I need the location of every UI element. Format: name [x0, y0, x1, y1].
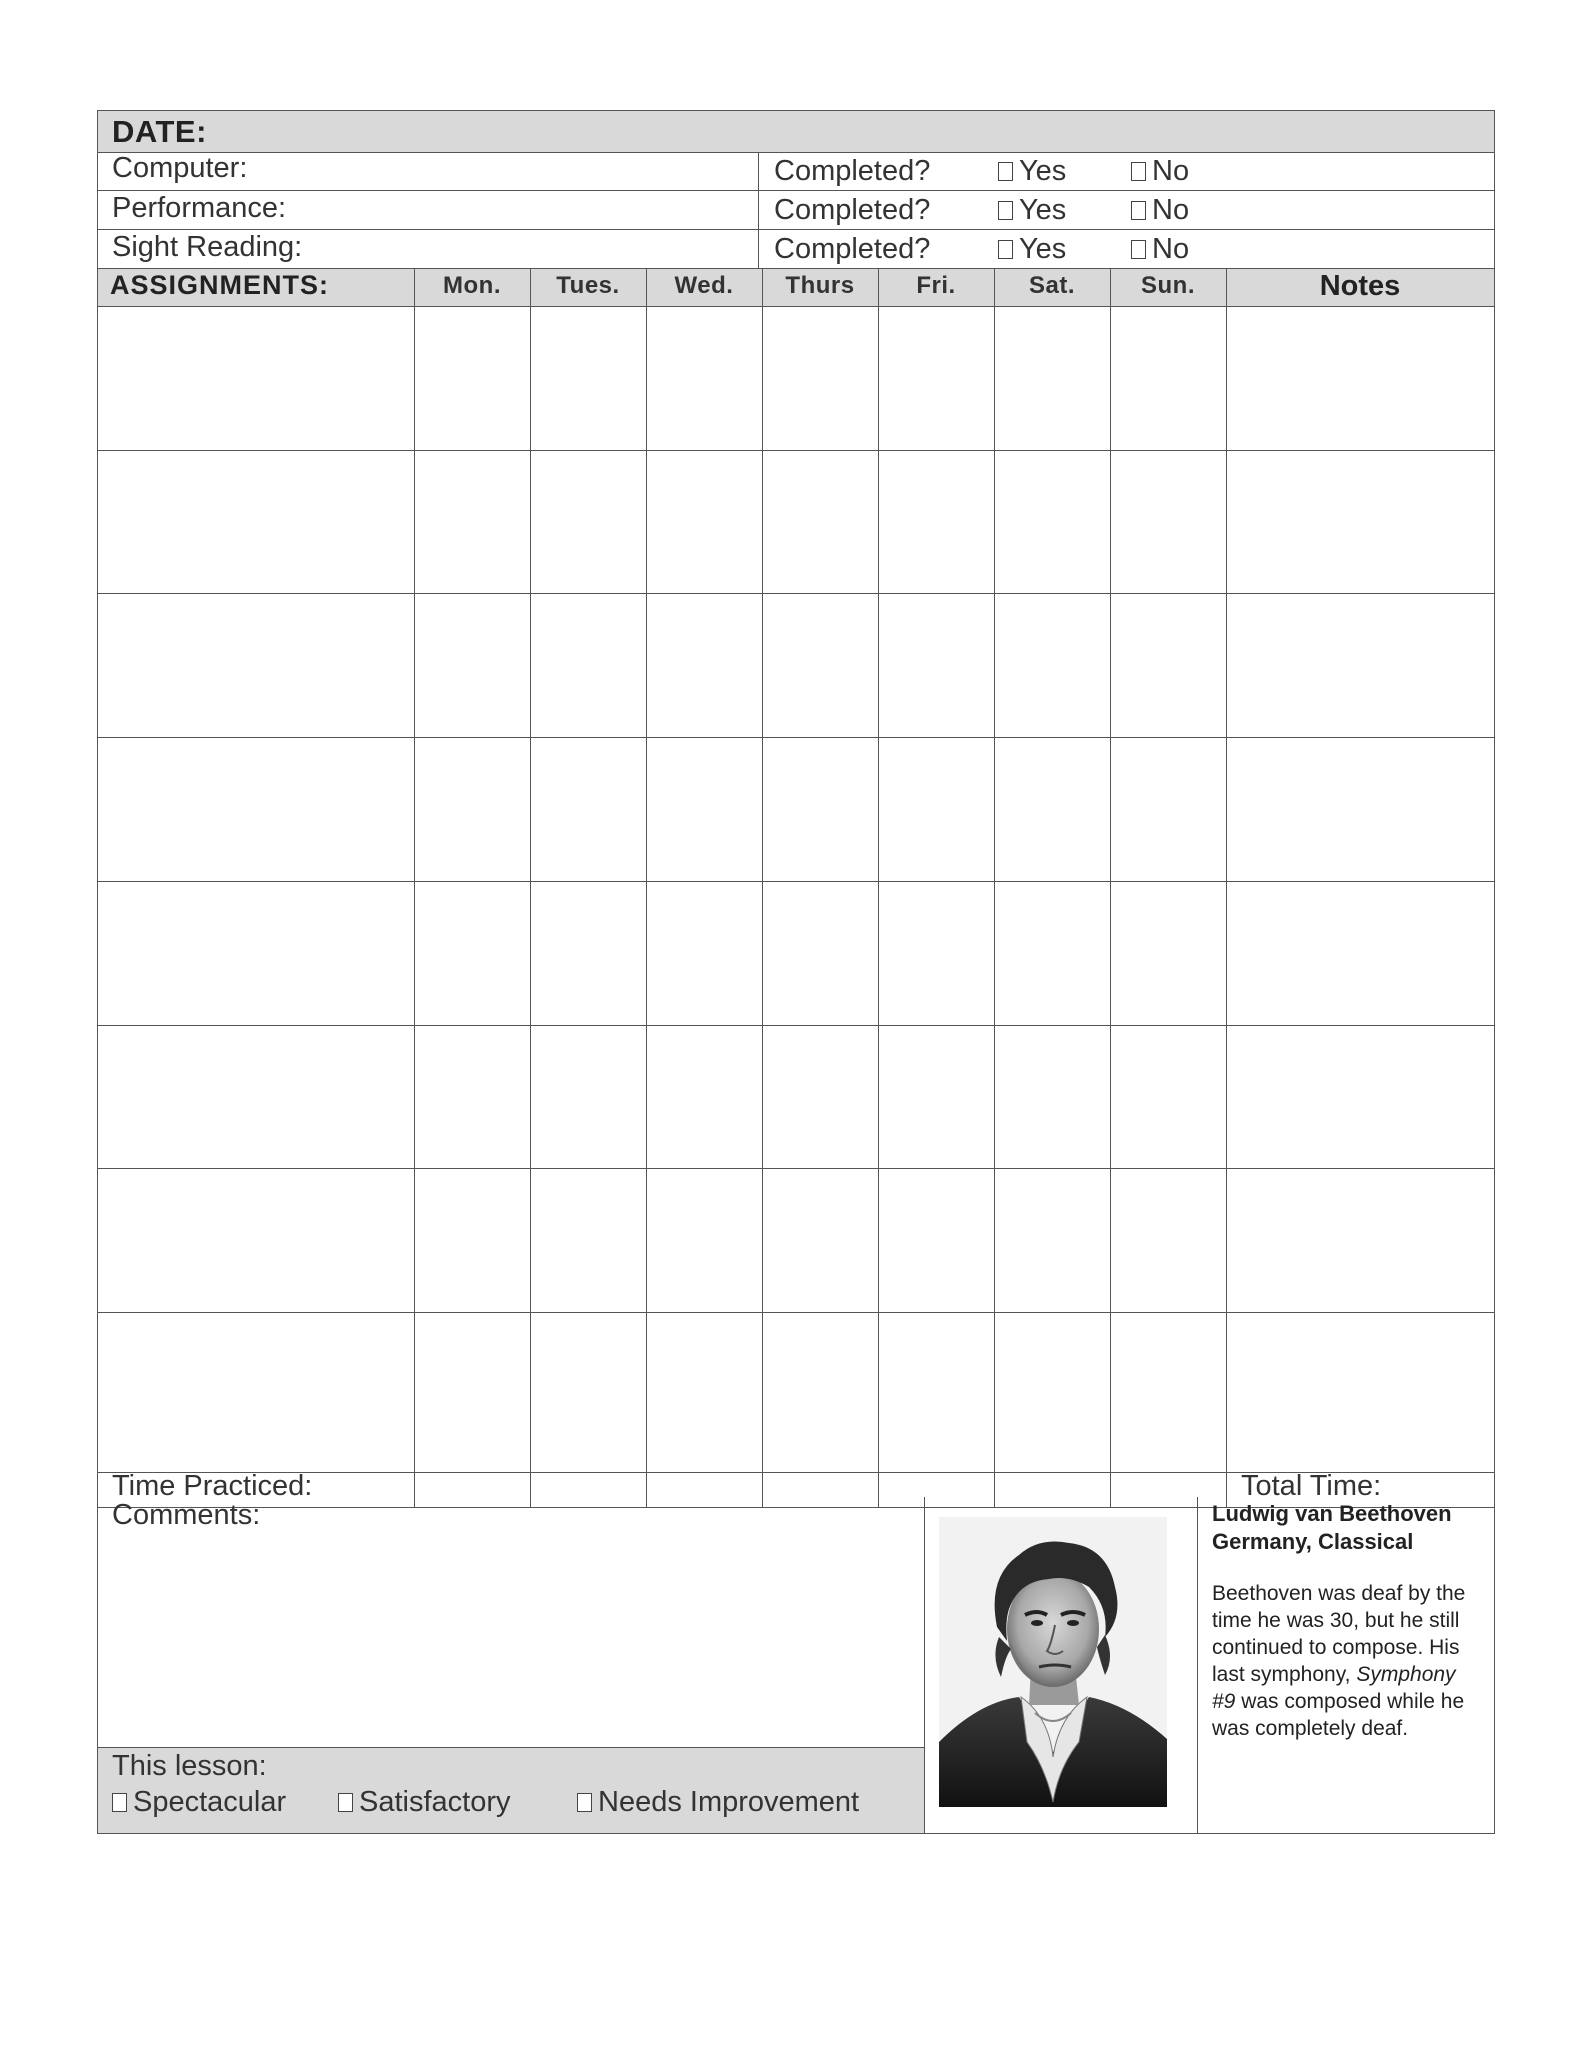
yes-label: Yes: [1019, 233, 1067, 265]
comments-entry-area[interactable]: [98, 1497, 924, 1747]
no-label: No: [1152, 194, 1190, 226]
spectacular-checkbox[interactable]: [112, 1786, 286, 1819]
no-label: No: [1152, 233, 1190, 265]
checkbox-icon: [998, 162, 1013, 181]
completed-label: Completed?: [774, 155, 931, 187]
assignment-entry-area[interactable]: [98, 306, 414, 1472]
checkbox-icon: [338, 1793, 353, 1812]
checkbox-icon: [112, 1793, 127, 1812]
day-header-wed: Wed.: [674, 272, 734, 299]
completed-label: Completed?: [774, 233, 931, 265]
yes-checkbox-sight-reading[interactable]: [998, 233, 1066, 266]
symphony-title: Symphony #9: [1212, 1663, 1456, 1713]
day-header-fri: Fri.: [916, 272, 956, 299]
spectacular-label: Spectacular: [133, 1786, 287, 1818]
this-lesson-label: This lesson:: [112, 1750, 267, 1782]
composer-heading: [1212, 1500, 1452, 1556]
task-label-performance: Performance:: [112, 192, 287, 224]
satisfactory-label: Satisfactory: [359, 1786, 511, 1818]
comments-label: Comments:: [112, 1499, 261, 1531]
task-label-sight-reading: Sight Reading:: [112, 231, 303, 263]
composer-origin: Germany, Classical: [1212, 1529, 1414, 1554]
composer-name: Ludwig van Beethoven: [1212, 1501, 1452, 1526]
time-practiced-label: Time Practiced:: [112, 1470, 313, 1502]
composer-fact-text: Beethoven was deaf by the time he was 30, but he still continued to compose. His last symphony,: [1212, 1582, 1466, 1686]
task-label-computer: Computer:: [112, 152, 248, 184]
day-header-sat: Sat.: [1028, 272, 1075, 299]
no-label: No: [1152, 155, 1190, 187]
day-header-sun: Sun.: [1141, 272, 1195, 299]
day-header-mon: Mon.: [443, 272, 501, 299]
composer-fact: [1212, 1580, 1482, 1742]
yes-checkbox-computer[interactable]: [998, 155, 1066, 188]
checkbox-icon: [998, 201, 1013, 220]
composer-fact-text-end: was composed while he was completely deaf.: [1212, 1690, 1465, 1740]
lesson-rating-box: [98, 1747, 924, 1833]
checkbox-icon: [577, 1793, 592, 1812]
checkbox-icon: [1131, 162, 1146, 181]
composer-portrait-image: [939, 1517, 1167, 1807]
completed-label: Completed?: [774, 194, 931, 226]
needs-improvement-checkbox[interactable]: [577, 1786, 859, 1819]
yes-label: Yes: [1019, 155, 1067, 187]
checkbox-icon: [1131, 201, 1146, 220]
task-rows: [97, 152, 1495, 268]
checkbox-icon: [1131, 240, 1146, 259]
assignments-title: ASSIGNMENTS:: [110, 270, 330, 300]
date-label: DATE:: [112, 114, 207, 149]
notes-entry-area[interactable]: [1226, 306, 1494, 1472]
date-row: [97, 110, 1495, 153]
satisfactory-checkbox[interactable]: [338, 1786, 511, 1819]
assignments-grid: [97, 268, 1495, 1508]
checkbox-icon: [998, 240, 1013, 259]
yes-label: Yes: [1019, 194, 1067, 226]
needs-improvement-label: Needs Improvement: [598, 1786, 860, 1818]
no-checkbox-computer[interactable]: [1131, 155, 1189, 188]
notes-header: Notes: [1319, 270, 1401, 302]
no-checkbox-sight-reading[interactable]: [1131, 233, 1189, 266]
day-header-thurs: Thurs: [785, 272, 855, 299]
total-time-label: Total Time:: [1241, 1470, 1382, 1502]
no-checkbox-performance[interactable]: [1131, 194, 1189, 227]
yes-checkbox-performance[interactable]: [998, 194, 1066, 227]
day-header-tues: Tues.: [556, 272, 620, 299]
